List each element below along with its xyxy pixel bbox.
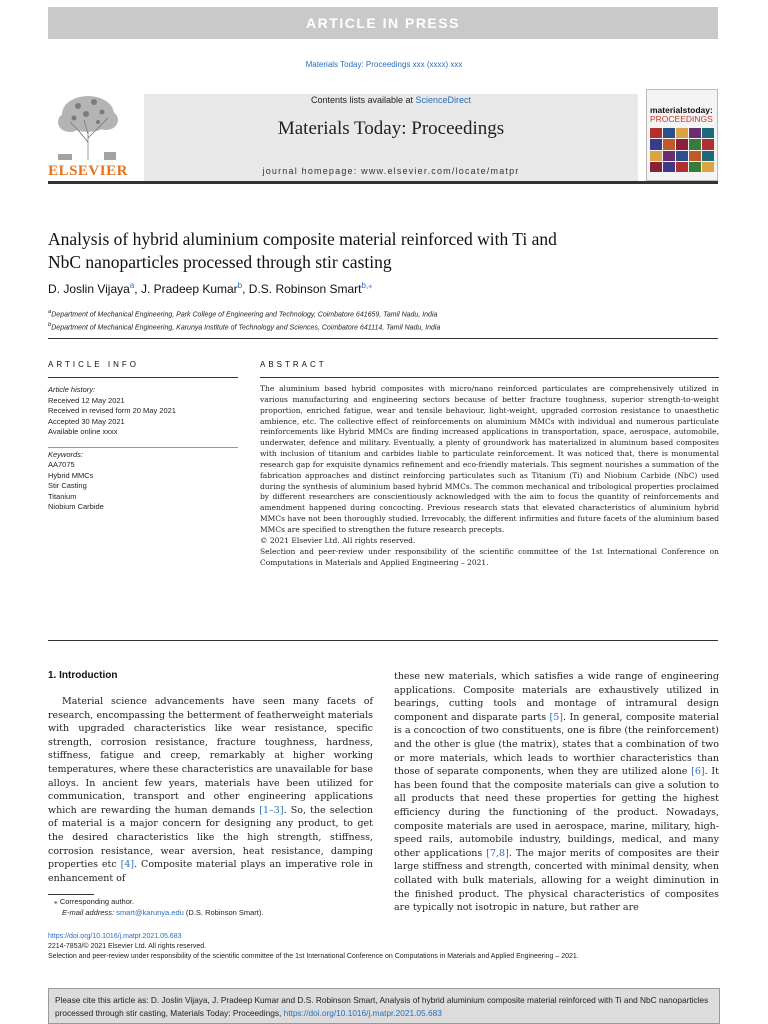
- history-item: Available online xxxx: [48, 427, 118, 436]
- affiliation-item: [48, 307, 440, 320]
- author-affiliation-marker[interactable]: a: [129, 281, 135, 290]
- keywords-label: Keywords:: [48, 449, 84, 459]
- abstract-text: The aluminium based hybrid composites with micro/nano reinforced particulates are comprehensively utilized in various manufacturing and engineering sectors because of better fracture toughness, superior strength-to-weight proportion, enriched fatigue, wear and tensile behaviour, light-weight, upgraded corrosion resistance to unaesthetic ambience, etc. The collective effect of reinforcements on aluminium MMCs with individual and numerous particulate reinforcements like Hybrid MMCs are finding increased applications in transportation, space, aerospace, automobile, underwater, defence and military. Eventually, a plenty of groundwork has materialized in aluminum based composites with inclusion of titanium and carbides liable to particulate reinforcement. It was noticed that, there is monumental research gap for exquisite dynamics refinement and eco-friendly materials. This segment nourishes a summation of the fabrication approaches and distinct reinforcing particulates such as Titanium (Ti) and Niobium Carbide (NbC) used during the synthesis of aluminium based hybrid MMCs. The common mechanical and tribological properties proclaimed by different researchers are conscientiously acknowledged with the aim to focus the quantity of reinforcements and amendment happened during concocting. Previous research stats that elevated characteristics of aluminium hybrid MMCs have not been thoroughly studied. Irrevocably, the different infirmities and future facets of the aluminium based MMCs are specified to strengthen the future research precepts.: [260, 384, 719, 534]
- affiliation-marker: a: [48, 309, 52, 315]
- article-history-label: Article history:: [48, 385, 96, 394]
- affiliations: [48, 307, 440, 334]
- article-title: [48, 228, 668, 274]
- introduction-heading: 1. Introduction: [48, 670, 118, 681]
- elsevier-logo[interactable]: [48, 92, 128, 182]
- affiliation-item: [48, 320, 440, 333]
- keyword-item[interactable]: Hybrid MMCs: [48, 470, 94, 480]
- email-label: E-mail address:: [62, 908, 117, 917]
- elsevier-wordmark: ELSEVIER: [48, 163, 128, 179]
- footer-peer-review: Selection and peer-review under responsibility of the scientific committee of the 1st International Conference on Computations in Materials and Applied Engineering – 2021.: [48, 953, 579, 960]
- cover-image-grid: [650, 128, 714, 172]
- elsevier-tree-icon: [48, 92, 128, 162]
- corresponding-author-note: ⁎ Corresponding author.: [54, 897, 135, 906]
- intro-text: . So, the selection of material is a major concern for designing any product, to get the desired characteristics like the high strength, stiffness, corrosion resistance, wear aversion, heat resistance, damping properties etc: [48, 804, 373, 871]
- doi-link[interactable]: https://doi.org/10.1016/j.matpr.2021.05.683: [48, 933, 182, 940]
- author-name[interactable]: J. Pradeep Kumar: [140, 282, 238, 296]
- affiliation-text: Department of Mechanical Engineering, Park College of Engineering and Technology, Coimbatore 641659, Tamil Nadu, India: [51, 311, 438, 319]
- article-info-heading: ARTICLE INFO: [48, 360, 139, 369]
- author-name[interactable]: D. Joslin Vijaya: [48, 282, 130, 296]
- cover-title-main: materialstoday:: [650, 105, 713, 115]
- keyword-item[interactable]: Stir Casting: [48, 481, 87, 490]
- keyword-item[interactable]: Titanium: [48, 491, 77, 501]
- email-link[interactable]: smart@karunya.edu: [116, 908, 184, 917]
- journal-homepage[interactable]: journal homepage: www.elsevier.com/locate/matpr: [262, 166, 520, 176]
- cover-title-sub: PROCEEDINGS: [650, 114, 713, 124]
- keyword-item[interactable]: Niobium Carbide: [48, 502, 104, 511]
- intro-text: . The major merits of composites are their large stiffness and strength, concerted with minimal density, when collated with bulk materials, allowing for a weight diminution in the finished product. The physical characteristics of composites are typically not isotropic in nature, but rather are: [394, 847, 719, 914]
- citation-doi-link[interactable]: https://doi.org/10.1016/j.matpr.2021.05.683: [283, 1007, 442, 1018]
- history-item: Received in revised form 20 May 2021: [48, 406, 176, 415]
- footer-metadata: [48, 932, 728, 962]
- article-title-line-1: Analysis of hybrid aluminium composite material reinforced with Ti and: [48, 229, 557, 249]
- abstract-body: [260, 384, 719, 568]
- journal-cover-thumbnail[interactable]: [646, 89, 718, 181]
- citation-box: [48, 988, 720, 1024]
- history-item: Received 12 May 2021: [48, 395, 125, 405]
- section-divider: [48, 640, 718, 641]
- author-name[interactable]: D.S. Robinson Smart: [248, 282, 362, 296]
- intro-right-column: [394, 670, 719, 915]
- email-suffix: (D.S. Robinson Smart).: [183, 908, 264, 917]
- article-info-panel: [48, 385, 238, 513]
- intro-text: . It has been found that the composite materials can give a solution to all products that need these properties for getting the highest efficiency during the functioning of the product. Nowadays, composite materials are used in aerospace, marine, military, high-speed rails, automobile industry, buildings, medical, and many other applications: [394, 766, 719, 859]
- affiliation-text: Department of Mechanical Engineering, Karunya Institute of Technology and Sciences, Coimbatore 641114, Tamil Nadu, India: [51, 324, 441, 332]
- journal-masthead: [48, 88, 718, 184]
- abstract-copyright: © 2021 Elsevier Ltd. All rights reserved.: [260, 535, 416, 545]
- abstract-peer-review: Selection and peer-review under responsibility of the scientific committee of the 1st International Conference on Computations in Materials and Applied Engineering – 2021.: [260, 546, 719, 567]
- journal-reference-link[interactable]: Materials Today: Proceedings xxx (xxxx) xxx: [305, 60, 463, 69]
- abstract-heading: ABSTRACT: [260, 360, 327, 369]
- affiliation-marker: b: [48, 322, 52, 329]
- intro-text: Material science advancements have seen many facets of research, encompassing the betterment of featherweight materials with upgraded characteristics like wear resistance, specific strength, corrosion resistance, fracture toughness, hardness, stiffness, fatigue and creep, remarkably at higher working temperatures, where these characteristics are unavailable for base alloys. In ancient few years, materials have been utilized for communication, transport and other engineering applications which are rewarding the human demands: [48, 696, 373, 816]
- citation-link[interactable]: [1–3]: [259, 804, 284, 816]
- section-divider: [48, 338, 718, 339]
- contents-prefix: Contents lists available at: [310, 95, 416, 105]
- journal-info-box: [144, 94, 638, 181]
- keyword-item[interactable]: AA7075: [48, 460, 75, 469]
- citation-text: Please cite this article as: D. Joslin Vijaya, J. Pradeep Kumar and D.S. Robinson Smart, Analysis of hybrid aluminium composite material reinforced with Ti and NbC nanoparticles processed through stir casting, Materials Today: Proceedings,: [55, 995, 709, 1018]
- article-info-rule: [48, 377, 238, 378]
- keywords-divider: [48, 438, 238, 448]
- abstract-rule: [260, 377, 719, 378]
- contents-line: [144, 94, 638, 106]
- intro-text: these new materials, which satisfies a wide range of engineering applications. Composite materials are exhaustively utilized in bearings, cutting tools and montage of intramural design component and disparate parts: [394, 671, 719, 723]
- author-list: [48, 281, 372, 296]
- author-affiliation-marker[interactable]: b: [237, 281, 243, 290]
- author-affiliation-marker[interactable]: b,⁎: [361, 281, 373, 290]
- email-line: [48, 907, 263, 918]
- citation-link[interactable]: [5]: [549, 711, 564, 723]
- citation-link[interactable]: [7,8]: [486, 847, 509, 859]
- citation-link[interactable]: [6]: [691, 766, 705, 778]
- intro-left-column: [48, 695, 373, 885]
- intro-text: . In general, composite material is a concoction of two constituents, one is fibre (the reinforcement) and the other is glue (the matrix), states that a combination of two or more materials, which leads to worthier characteristics than those of separate components, when they are utilized alone: [394, 711, 719, 778]
- author-separator: ,: [242, 282, 249, 296]
- issn-line: 2214-7853/© 2021 Elsevier Ltd. All rights reserved.: [48, 943, 207, 950]
- footnote-rule: [48, 894, 94, 895]
- article-title-line-2: NbC nanoparticles processed through stir casting: [48, 252, 392, 272]
- footnote: [48, 896, 263, 918]
- citation-link[interactable]: [4]: [120, 859, 135, 871]
- history-item: Accepted 30 May 2021: [48, 416, 125, 426]
- cover-title: [650, 106, 713, 124]
- article-in-press-banner: ARTICLE IN PRESS: [48, 7, 718, 39]
- journal-title: Materials Today: Proceedings: [277, 118, 505, 139]
- sciencedirect-link[interactable]: ScienceDirect: [415, 95, 472, 105]
- intro-text: . Composite material plays an imperative role in enhancement of: [48, 859, 373, 884]
- author-separator: ,: [134, 282, 141, 296]
